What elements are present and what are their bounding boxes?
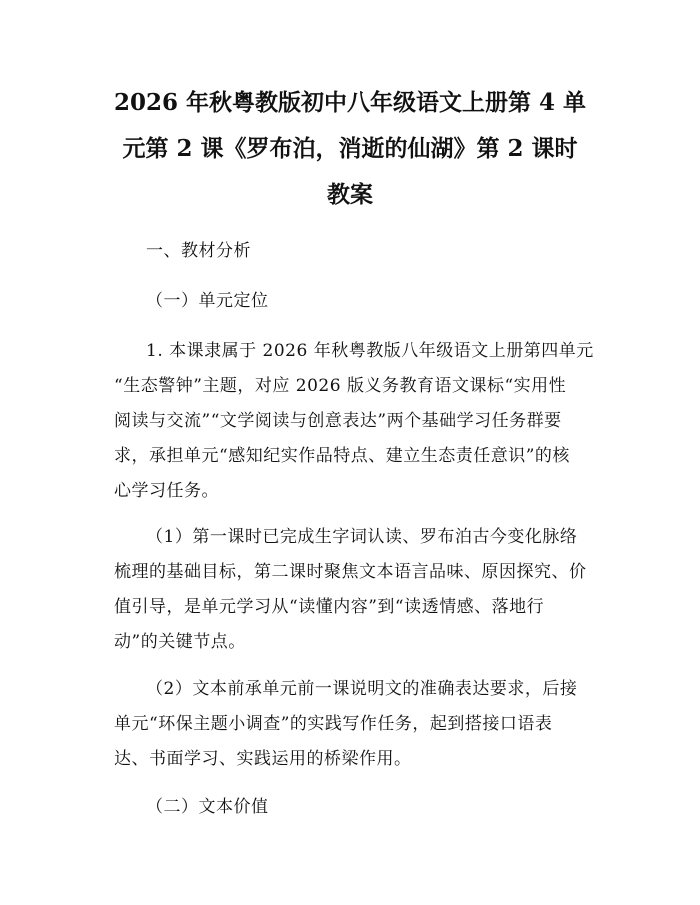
- paragraph-unit-positioning-1: [114, 334, 594, 509]
- paragraph-line: 值引导，是单元学习从“读懂内容”到“读透情感、落地行: [114, 597, 545, 617]
- paragraph-line: “生态警钟”主题，对应 2026 版义务教育语文课标“实用性: [114, 376, 567, 396]
- paragraph-line: 达、书面学习、实践运用的桥梁作用。: [114, 749, 412, 769]
- paragraph-line: 1. 本课隶属于 2026 年秋粤教版八年级语文上册第四单元: [146, 341, 594, 361]
- subsection-heading-text-value: [146, 790, 626, 825]
- subsection-heading-unit-positioning: [146, 284, 626, 319]
- paragraph-line: 心学习任务。: [114, 481, 219, 501]
- paragraph-line: 求，承担单元“感知纪实作品特点、建立生态责任意识”的核: [114, 446, 570, 466]
- heading-text: 一、教材分析: [146, 241, 251, 261]
- paragraph-line: 梳理的基础目标，第二课时聚焦文本语言品味、原因探究、价: [114, 562, 587, 582]
- paragraph-unit-positioning-1-2: [114, 672, 594, 777]
- title-line: 2026 年秋粤教版初中八年级语文上册第 4 单: [113, 89, 587, 116]
- title-line: 元第 2 课《罗布泊，消逝的仙湖》第 2 课时: [122, 135, 578, 162]
- paragraph-line: 动”的关键节点。: [114, 632, 246, 652]
- paragraph-line: （1）第一课时已完成生字词认读、罗布泊古今变化脉络: [146, 527, 578, 547]
- document-title: [92, 80, 608, 218]
- paragraph-line: （2）文本前承单元前一课说明文的准确表达要求，后接: [146, 679, 578, 699]
- paragraph-line: 单元“环保主题小调查”的实践写作任务，起到搭接口语表: [114, 714, 553, 734]
- title-line: 教案: [327, 181, 373, 208]
- heading-text: （一）单元定位: [146, 291, 269, 311]
- section-heading-teaching-material-analysis: [146, 234, 626, 269]
- paragraph-line: 阅读与交流”“文学阅读与创意表达”两个基础学习任务群要: [114, 411, 562, 431]
- heading-text: （二）文本价值: [146, 797, 269, 817]
- paragraph-unit-positioning-1-1: [114, 520, 594, 660]
